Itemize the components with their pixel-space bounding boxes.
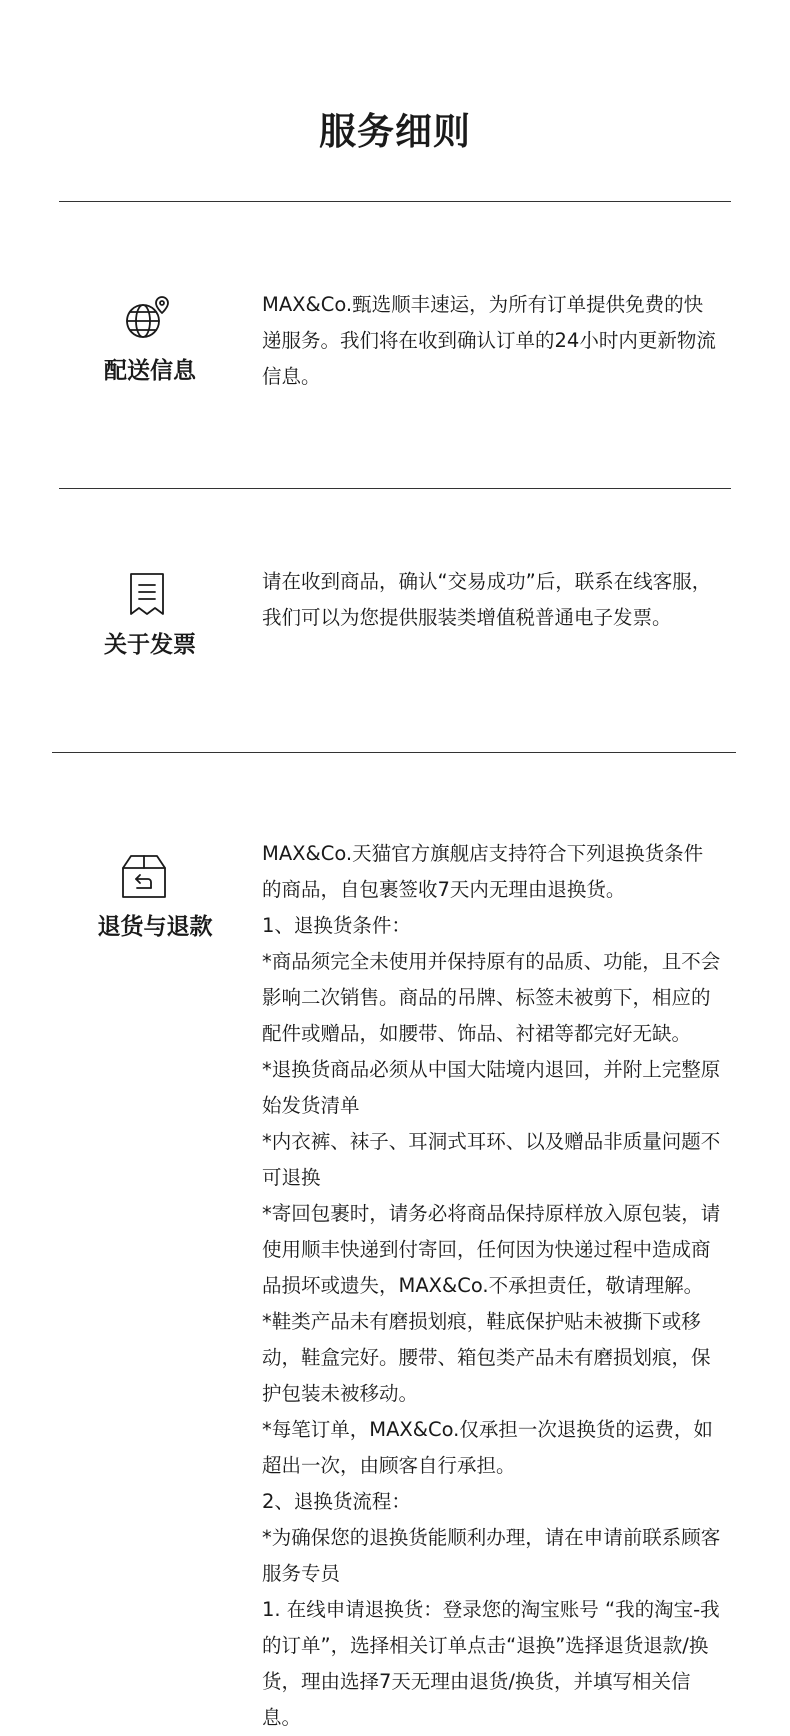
return-box-icon <box>121 854 167 900</box>
paragraph: *内衣裤、袜子、耳洞式耳环、以及赠品非质量问题不可退换 <box>262 1130 721 1189</box>
section-body-invoice <box>262 564 722 636</box>
page-title: 服务细则 <box>319 110 471 153</box>
section-label-delivery: 配送信息 <box>104 358 196 384</box>
paragraph: *商品须完全未使用并保持原有的品质、功能，且不会影响二次销售。商品的吊牌、标签未被剪下，相应的配件或赠品，如腰带、饰品、衬裙等都完好无缺。 <box>262 950 721 1045</box>
paragraph: 1. 在线申请退换货：登录您的淘宝账号 “我的淘宝-我的订单”，选择相关订单点击“退换”选择退货退款/换货，理由选择7天无理由退货/换货，并填写相关信息。 <box>262 1598 720 1729</box>
paragraph: *为确保您的退换货能顺利办理，请在申请前联系顾客服务专员 <box>262 1526 721 1585</box>
section-body-delivery <box>262 287 722 395</box>
paragraph: MAX&Co.天猫官方旗舰店支持符合下列退换货条件的商品，自包裹签收7天内无理由退换货。 <box>262 842 704 901</box>
divider <box>59 488 731 489</box>
section-label-invoice: 关于发票 <box>104 632 196 658</box>
paragraph: 请在收到商品，确认“交易成功”后，联系在线客服，我们可以为您提供服装类增值税普通电子发票。 <box>262 570 712 629</box>
paragraph: MAX&Co.甄选顺丰速运，为所有订单提供免费的快递服务。我们将在收到确认订单的24小时内更新物流信息。 <box>262 293 716 388</box>
section-body-returns <box>262 836 722 1736</box>
paragraph: *寄回包裹时，请务必将商品保持原样放入原包装，请使用顺丰快递到付寄回，任何因为快递过程中造成商品损坏或遗失，MAX&Co.不承担责任，敬请理解。 <box>262 1202 721 1297</box>
divider <box>52 752 736 753</box>
paragraph: 2、退换货流程： <box>262 1490 411 1513</box>
paragraph: *退换货商品必须从中国大陆境内退回，并附上完整原始发货清单 <box>262 1058 721 1117</box>
divider <box>59 201 731 202</box>
paragraph: *鞋类产品未有磨损划痕，鞋底保护贴未被撕下或移动，鞋盒完好。腰带、箱包类产品未有磨损划痕，保护包装未被移动。 <box>262 1310 711 1405</box>
globe-location-icon <box>124 295 170 341</box>
paragraph: 1、退换货条件： <box>262 914 411 937</box>
paragraph: *每笔订单，MAX&Co.仅承担一次退换货的运费，如超出一次，由顾客自行承担。 <box>262 1418 713 1477</box>
section-label-returns: 退货与退款 <box>97 914 213 940</box>
receipt-icon <box>124 572 170 618</box>
